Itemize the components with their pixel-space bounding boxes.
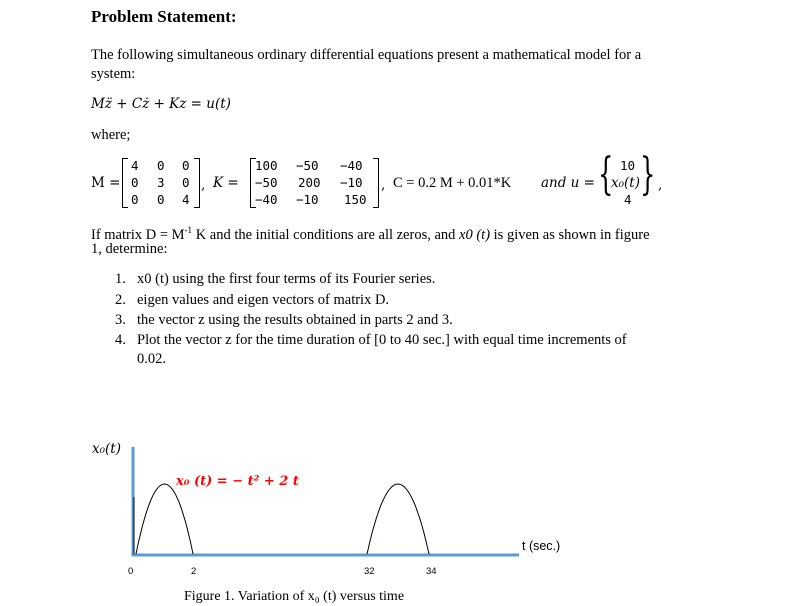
figure-y-label: x₀(t) bbox=[92, 441, 121, 457]
list-item-continuation: 0.02. bbox=[137, 351, 166, 367]
vector-u-left-brace: { bbox=[598, 149, 614, 200]
comma: , bbox=[381, 177, 386, 193]
list-item: 2. eigen values and eigen vectors of matrix D. bbox=[115, 292, 390, 308]
tick-label: 2 bbox=[191, 566, 197, 577]
intro-line-1: The following simultaneous ordinary differential equations present a mathematical model for a bbox=[91, 47, 642, 63]
figure-annotation: x₀ (t) = − t² + 2 t bbox=[176, 474, 299, 489]
vector-u-entry: x₀(t) bbox=[611, 175, 640, 191]
matrix-m-cell: 3 bbox=[157, 175, 165, 190]
figure-x-label: t (sec.) bbox=[522, 539, 561, 553]
c-definition: C = 0.2 M + 0.01*K bbox=[393, 175, 512, 191]
main-equation: Mz̈ + Cż + Kz = u(t) bbox=[91, 96, 231, 112]
matrix-k-cell: −50 bbox=[255, 175, 278, 190]
matrix-m-label: M = bbox=[91, 175, 121, 191]
list-item: 1. x0 (t) using the first four terms of its Fourier series. bbox=[115, 271, 436, 287]
where-label: where; bbox=[91, 127, 131, 143]
matrix-m-cell: 0 bbox=[157, 158, 165, 173]
list-item: 3. the vector z using the results obtained in parts 2 and 3. bbox=[115, 312, 453, 328]
tick-label: 0 bbox=[128, 566, 134, 577]
tick-label: 32 bbox=[364, 566, 375, 577]
matrix-m-cell: 0 bbox=[182, 175, 190, 190]
matrix-m-cell: 0 bbox=[131, 175, 139, 190]
matrix-k-cell: −50 bbox=[296, 158, 319, 173]
list-item: 4. Plot the vector z for the time duration of [0 to 40 sec.] with equal time increments of bbox=[115, 332, 627, 348]
heading: Problem Statement: bbox=[91, 7, 237, 26]
matrix-m-cell: 0 bbox=[131, 192, 139, 207]
matrix-k-cell: −40 bbox=[340, 158, 363, 173]
vector-u-entry: 10 bbox=[620, 158, 636, 173]
matrix-k-label: K = bbox=[213, 175, 239, 191]
comma: , bbox=[658, 177, 663, 193]
matrix-k-cell: 100 bbox=[255, 158, 278, 173]
matrix-m-cell: 4 bbox=[131, 158, 139, 173]
vector-u-right-brace: } bbox=[640, 149, 656, 200]
matrix-k-cell: −10 bbox=[296, 192, 319, 207]
matrix-k-cell: −10 bbox=[340, 175, 363, 190]
condition-line-2: 1, determine: bbox=[91, 241, 168, 257]
intro-line-2: system: bbox=[91, 66, 136, 82]
tick-label: 34 bbox=[426, 566, 437, 577]
matrix-m-cell: 0 bbox=[182, 158, 190, 173]
condition-line-1: If matrix $D = M^{-1}$ K and the initial conditions are all zeros, and x0 (t) is given as shown in figure bbox=[91, 225, 650, 243]
matrix-k-cell: −40 bbox=[255, 192, 278, 207]
vector-u-entry: 4 bbox=[624, 192, 632, 207]
figure-caption: Figure 1. Variation of x₀ (t) versus time bbox=[184, 589, 405, 604]
comma: , bbox=[201, 177, 206, 193]
figure-curve bbox=[134, 484, 429, 554]
matrix-k-cell: 200 bbox=[298, 175, 321, 190]
and-u-label: and u = bbox=[541, 175, 595, 191]
matrix-k-cell: 150 bbox=[344, 192, 367, 207]
matrix-m-cell: 4 bbox=[182, 192, 190, 207]
matrix-m-cell: 0 bbox=[157, 192, 165, 207]
